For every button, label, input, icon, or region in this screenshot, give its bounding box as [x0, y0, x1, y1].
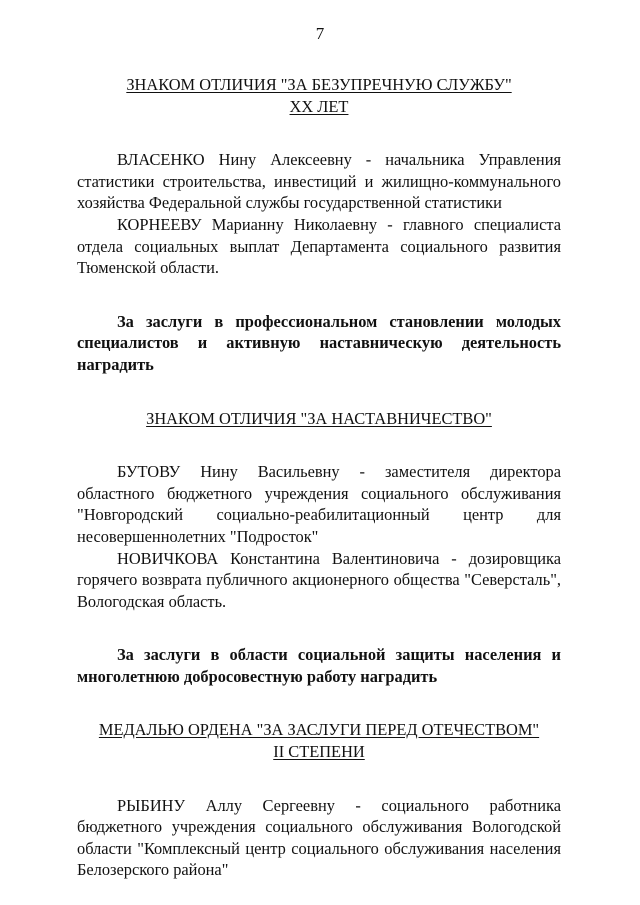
- awardee-novichkov: НОВИЧКОВА Константина Валентиновича - дозировщика горячего возврата публичного акционерного общества "Северсталь", Вологодская область.: [77, 548, 561, 611]
- award-heading-impeccable-service: ЗНАКОМ ОТЛИЧИЯ "ЗА БЕЗУПРЕЧНУЮ СЛУЖБУ": [126, 75, 512, 94]
- awardee-vlasenko: ВЛАСЕНКО Нину Алексеевну - начальника Управления статистики строительства, инвестиций и жилищно-коммунального хозяйства Федеральной службы государственной статистики: [77, 150, 561, 213]
- document-body: [77, 74, 561, 881]
- award-heading-mentoring: ЗНАКОМ ОТЛИЧИЯ "ЗА НАСТАВНИЧЕСТВО": [146, 408, 492, 428]
- award-heading-impeccable-service-years: XX ЛЕТ: [289, 96, 349, 116]
- award-heading-medal-order: МЕДАЛЬЮ ОРДЕНА "ЗА ЗАСЛУГИ ПЕРЕД ОТЕЧЕСТВОМ": [98, 720, 540, 740]
- award-reason-social-protection: За заслуги в области социальной защиты населения и многолетнюю добросовестную работу наградить: [77, 645, 561, 686]
- page-number: 7: [315, 24, 325, 43]
- award-reason-mentoring: За заслуги в профессиональном становлении молодых специалистов и активную наставническую деятельность наградить: [77, 311, 561, 374]
- awardee-rybina: РЫБИНУ Аллу Сергеевну - социального работника бюджетного учреждения социального обслуживания Вологодской области "Комплексный центр социального обслуживания населения Белозерского района": [77, 795, 561, 880]
- awardee-korneeva: КОРНЕЕВУ Марианну Николаевну - главного специалиста отдела социальных выплат Департамента социального развития Тюменской области.: [77, 214, 561, 278]
- award-heading-medal-order-degree: II СТЕПЕНИ: [273, 742, 365, 762]
- awardee-butova: БУТОВУ Нину Васильевну - заместителя директора областного бюджетного учреждения социального обслуживания "Новгородский социально-реабилитационный центр для несовершеннолетних "Подросток": [77, 462, 561, 546]
